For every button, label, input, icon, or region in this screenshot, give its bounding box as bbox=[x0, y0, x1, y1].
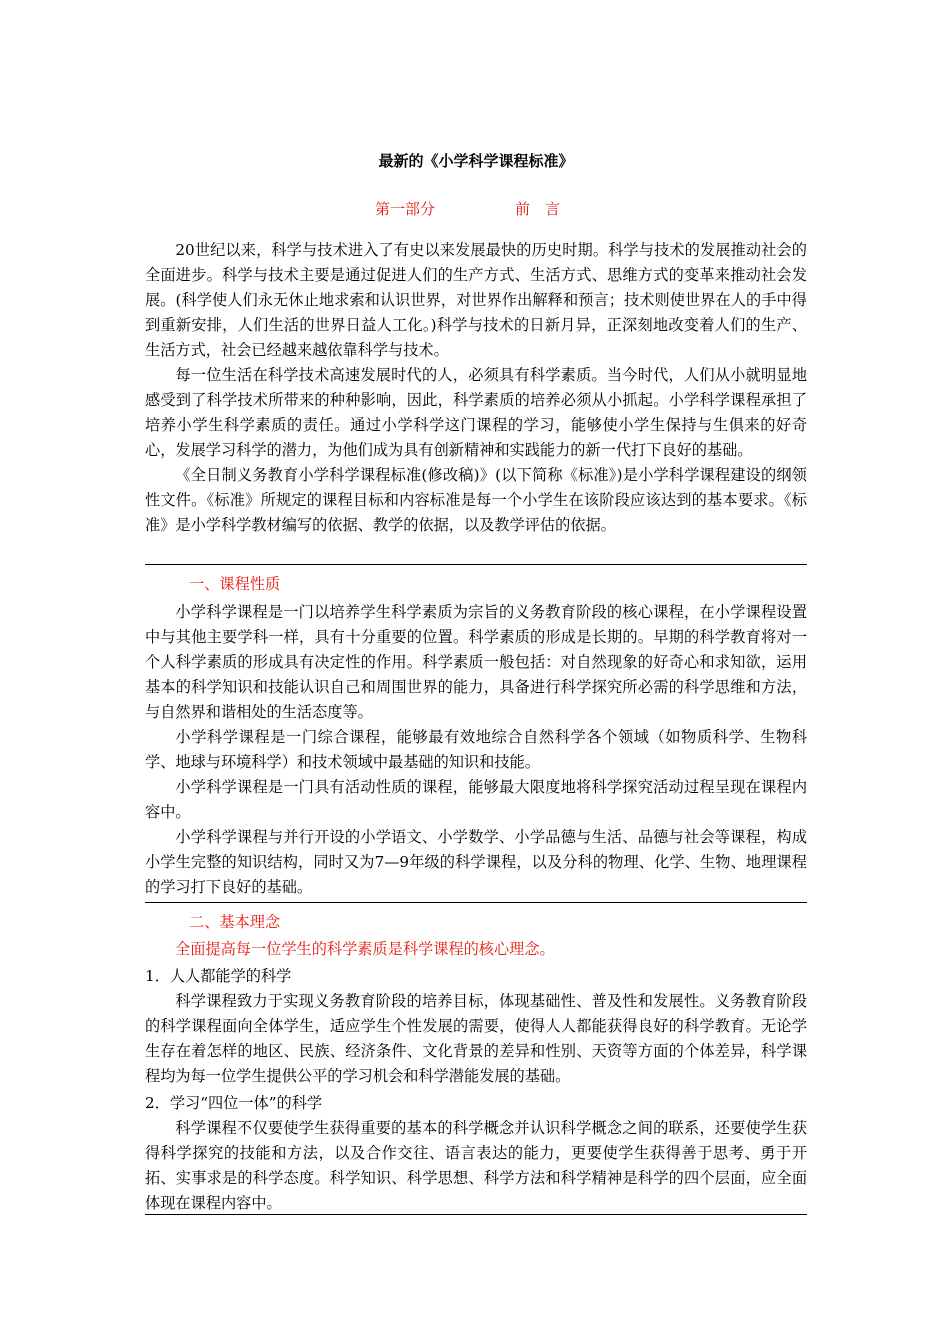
section2-heading: 二、基本理念 bbox=[189, 913, 281, 931]
preface-section bbox=[145, 238, 807, 538]
part-label: 第一部分 bbox=[375, 200, 436, 218]
section1-body bbox=[145, 600, 807, 900]
section2-core-statement: 全面提高每一位学生的科学素质是科学课程的核心理念。 bbox=[175, 940, 555, 958]
section-divider bbox=[145, 902, 807, 903]
section1-paragraph: 小学科学课程是一门具有活动性质的课程，能够最大限度地将科学探究活动过程呈现在课程内容中。 bbox=[145, 778, 807, 821]
item1-title: 1．人人都能学的科学 bbox=[145, 967, 292, 985]
section-divider bbox=[145, 1214, 807, 1215]
item1-body bbox=[145, 989, 807, 1089]
part-heading bbox=[375, 198, 635, 220]
preface-paragraph: 《全日制义务教育小学科学课程标准(修改稿)》(以下简称《标准》)是小学科学课程建设的纲领性文件。《标准》所规定的课程目标和内容标准是每一个小学生在该阶段应该达到的基本要求。《标准》是小学科学教材编写的依据、教学的依据，以及教学评估的依据。 bbox=[145, 466, 807, 534]
part-name: 前 言 bbox=[515, 200, 561, 218]
section1-paragraph: 小学科学课程是一门以培养学生科学素质为宗旨的义务教育阶段的核心课程，在小学课程设置中与其他主要学科一样，具有十分重要的位置。科学素质的形成是长期的。早期的科学教育将对一个人科学素质的形成具有决定性的作用。科学素质一般包括：对自然现象的好奇心和求知欲，运用基本的科学知识和技能认识自己和周围世界的能力，具备进行科学探究所必需的科学思维和方法，与自然界和谐相处的生活态度等。 bbox=[145, 603, 807, 721]
section1-heading: 一、课程性质 bbox=[189, 575, 281, 593]
section1-paragraph: 小学科学课程是一门综合课程，能够最有效地综合自然科学各个领域（如物质科学、生物科学、地球与环境科学）和技术领域中最基础的知识和技能。 bbox=[145, 728, 807, 771]
section1-paragraph: 小学科学课程与并行开设的小学语文、小学数学、小学品德与生活、品德与社会等课程，构成小学生完整的知识结构，同时又为7—9年级的科学课程，以及分科的物理、化学、生物、地理课程的学习打下良好的基础。 bbox=[145, 828, 807, 896]
item1-paragraph: 科学课程致力于实现义务教育阶段的培养目标，体现基础性、普及性和发展性。义务教育阶段的科学课程面向全体学生，适应学生个性发展的需要，使得人人都能获得良好的科学教育。无论学生存在着怎样的地区、民族、经济条件、文化背景的差异和性别、天资等方面的个体差异，科学课程均为每一位学生提供公平的学习机会和科学潜能发展的基础。 bbox=[145, 992, 807, 1085]
item2-title: 2．学习“四位一体”的科学 bbox=[145, 1094, 323, 1112]
item2-body bbox=[145, 1116, 807, 1216]
item2-paragraph: 科学课程不仅要使学生获得重要的基本的科学概念并认识科学概念之间的联系，还要使学生获得科学探究的技能和方法，以及合作交往、语言表达的能力，更要使学生获得善于思考、勇于开拓、实事求是的科学态度。科学知识、科学思想、科学方法和科学精神是科学的四个层面，应全面体现在课程内容中。 bbox=[145, 1119, 807, 1212]
preface-paragraph: 每一位生活在科学技术高速发展时代的人，必须具有科学素质。当今时代，人们从小就明显地感受到了科学技术所带来的种种影响，因此，科学素质的培养必须从小抓起。小学科学课程承担了培养小学生科学素质的责任。通过小学科学这门课程的学习，能够使小学生保持与生俱来的好奇心，发展学习科学的潜力，为他们成为具有创新精神和实践能力的新一代打下良好的基础。 bbox=[145, 366, 807, 459]
section-divider bbox=[145, 564, 807, 565]
document-title: 最新的《小学科学课程标准》 bbox=[378, 152, 574, 170]
preface-paragraph: 20世纪以来，科学与技术进入了有史以来发展最快的历史时期。科学与技术的发展推动社会的全面进步。科学与技术主要是通过促进人们的生产方式、生活方式、思维方式的变革来推动社会发展。(科学使人们永无休止地求索和认识世界，对世界作出解释和预言；技术则使世界在人的手中得到重新安排，人们生活的世界日益人工化。)科学与技术的日新月异，正深刻地改变着人们的生产、生活方式，社会已经越来越依靠科学与技术。 bbox=[145, 241, 807, 359]
